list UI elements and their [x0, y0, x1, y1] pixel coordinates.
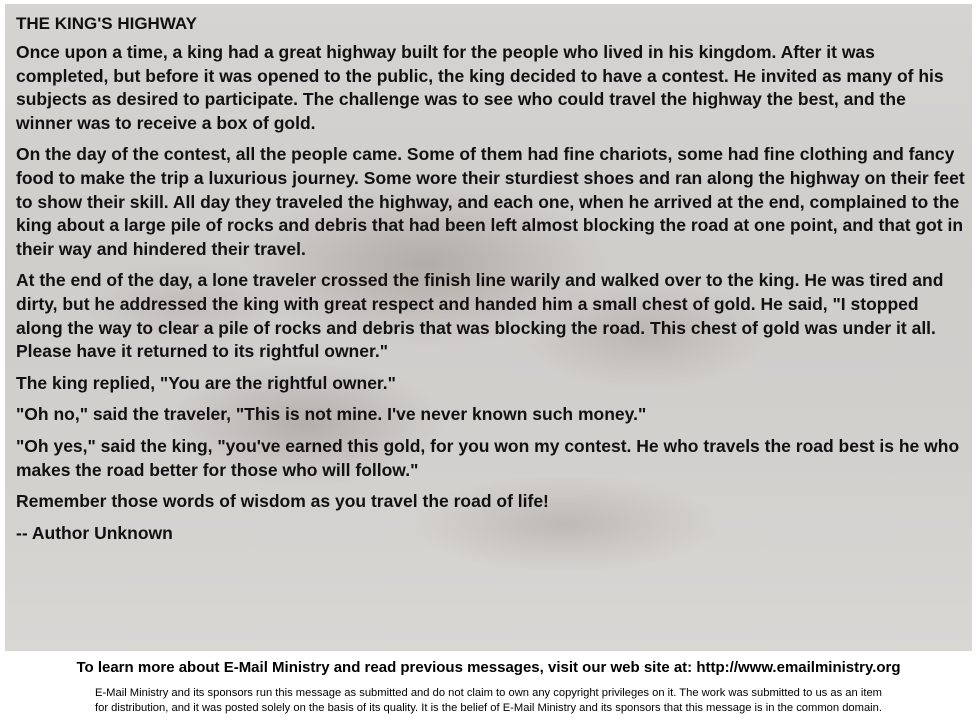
story-closing: Remember those words of wisdom as you travel the road of life! [16, 491, 549, 512]
footer-disclaimer-line-2: for distribution, and it was posted solely on the basis of its quality. It is the belief of E-Mail Ministry and its sponsors that this message is in the common domain. [94, 701, 882, 714]
story-panel [5, 4, 972, 651]
story-author: -- Author Unknown [16, 522, 173, 543]
story-paragraph: At the end of the day, a lone traveler crossed the finish line warily and walked over to the king. He was tired and dirty, but he addressed the king with great respect and handed him a small chest of gold. He said, "I stopped along the way to clear a pile of rocks and debris that was blocking the road. This chest of gold was under it all. Please have it returned to its rightful owner." [16, 270, 944, 362]
story-paragraph: "Oh yes," said the king, "you've earned this gold, for you won my contest. He who travels the road best is he who makes the road better for those who will follow." [16, 435, 960, 480]
story-text [16, 13, 966, 553]
footer [0, 651, 977, 726]
footer-disclaimer [0, 686, 977, 715]
story-paragraph: "Oh no," said the traveler, "This is not mine. I've never known such money." [16, 404, 647, 425]
story-paragraph: The king replied, "You are the rightful owner." [16, 372, 396, 393]
story-paragraph: On the day of the contest, all the people came. Some of them had fine chariots, some had fine clothing and fancy food to make the trip a luxurious journey. Some wore their sturdiest shoes and ran along the highway on their feet to show their skill. All day they traveled the highway, and each one, when he arrived at the end, complained to the king about a large pile of rocks and debris that had been left almost blocking the road at one point, and that got in their way and hindered their travel. [16, 144, 965, 259]
footer-disclaimer-line-1: E-Mail Ministry and its sponsors run this message as submitted and do not claim to own any copyright privileges on it. The work was submitted to us as an item [94, 687, 882, 699]
footer-website-line: To learn more about E-Mail Ministry and read previous messages, visit our web site at: http://www.emailministry.org [76, 659, 901, 676]
story-title: THE KING'S HIGHWAY [16, 14, 197, 33]
story-paragraph: Once upon a time, a king had a great highway built for the people who lived in his kingdom. After it was completed, but before it was opened to the public, the king decided to have a contest. He invited as many of his subjects as desired to participate. The challenge was to see who could travel the highway the best, and the winner was to receive a box of gold. [16, 42, 944, 133]
